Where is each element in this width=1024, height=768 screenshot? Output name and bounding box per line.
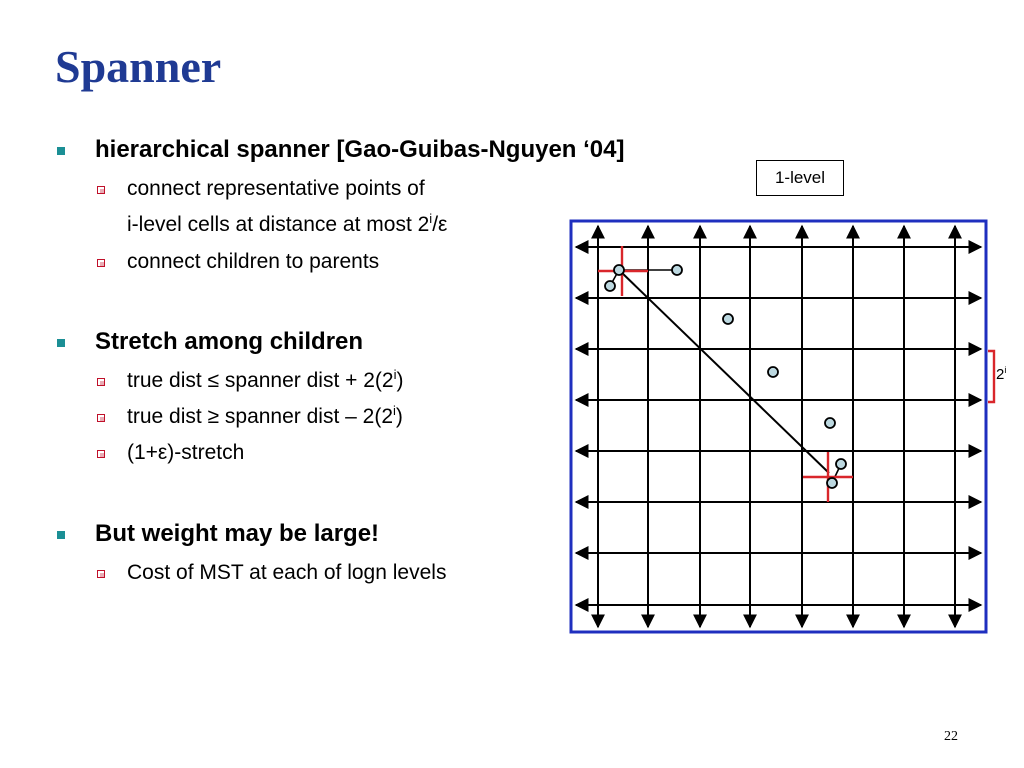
sub-bullet-text: Cost of MST at each of logn levels (127, 561, 447, 584)
bullet-text: Stretch among children (95, 328, 364, 355)
point (836, 459, 846, 469)
scale-bracket (988, 351, 994, 402)
bullet-text: hierarchical spanner [Gao-Guibas-Nguyen ‘04] (95, 136, 625, 163)
scale-base: 2 (996, 366, 1005, 383)
sub-bullet-text-end: ) (395, 405, 403, 428)
sub-bullet-text: connect representative points of (127, 177, 425, 200)
slide-title: Spanner (55, 41, 222, 92)
point (827, 478, 837, 488)
sub-bullet-text-end: ) (396, 369, 404, 392)
bullet-text: But weight may be large! (95, 520, 380, 547)
point (825, 418, 835, 428)
scale-label (996, 366, 1006, 383)
superscript: i (429, 211, 433, 226)
horizontal-grid-lines (576, 247, 981, 605)
spanner-edge (619, 270, 829, 473)
level-label-box: 1-level (756, 160, 844, 196)
sub-bullet-text: true dist ≥ spanner dist – 2(2 (127, 405, 393, 428)
superscript: i (393, 403, 396, 418)
continuation-text: i-level cells at distance at most 2 (127, 213, 430, 236)
scale-superscript: i (1004, 365, 1007, 375)
continuation-text-end: /ε (432, 213, 448, 236)
point (723, 314, 733, 324)
superscript: i (393, 367, 397, 382)
sub-bullet-text: (1+ε)-stretch (127, 441, 245, 464)
point (672, 265, 682, 275)
point (768, 367, 778, 377)
point (614, 265, 624, 275)
sub-bullet-text: true dist ≤ spanner dist + 2(2 (127, 369, 394, 392)
sub-bullet-text: connect children to parents (127, 250, 380, 273)
vertical-grid-lines (598, 226, 955, 627)
point (605, 281, 615, 291)
highlight-cross-bottom (803, 452, 853, 502)
page-number: 22 (944, 729, 958, 744)
